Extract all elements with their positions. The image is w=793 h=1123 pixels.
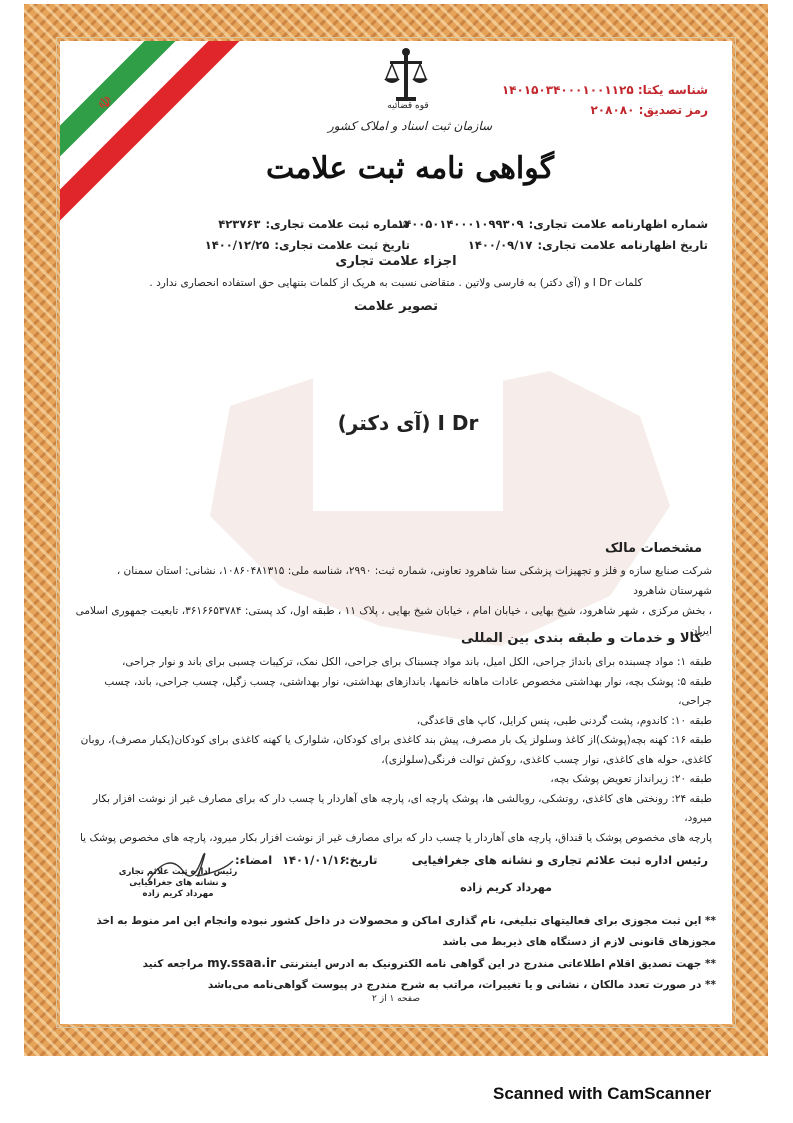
signature-stamp [118, 867, 238, 900]
sign-label: امضاء: [235, 853, 273, 867]
declaration-no-label: شماره اظهارنامه علامت تجاری: [528, 217, 708, 231]
reg-no-label: شماره ثبت علامت تجاری: [265, 217, 410, 231]
owner-line: شرکت صنایع سازه و فلز و تجهیزات پزشکی سنا شاهرود تعاونی، شماره ثبت: ۲۹۹۰، شناسه ملی: ۱۰۸۶۰۴۸۱۳۱۵، نشانی: استان سمنان ، شهرستان شاهرود [116, 565, 712, 597]
camscanner-watermark: Scanned with CamScanner [493, 1084, 712, 1103]
stamp-line: رئیس اداره ثبت علائم تجاری [118, 867, 238, 877]
stamp-line: مهرداد کریم زاده [142, 889, 214, 899]
trademark-image-text: I Dr (آی دکتر) [337, 411, 479, 435]
goods-line: طبقه ۲۰: زیرانداز تعویض پوشک بچه، [550, 773, 712, 785]
judiciary-emblem-icon [378, 47, 434, 107]
date-value: ۱۴۰۱/۰۱/۱۶ [282, 853, 347, 867]
goods-heading: کالا و خدمات و طبقه بندی بین المللی [461, 631, 702, 646]
declaration-date-row [378, 234, 708, 253]
owner-heading: مشخصات مالک [604, 541, 702, 556]
certificate-title: گواهی نامه ثبت علامت [265, 151, 555, 186]
unique-id-label: شناسه یکتا: [637, 83, 708, 97]
owner-line: ایران [689, 625, 712, 637]
verify-code-label: رمز تصدیق: [638, 103, 708, 117]
declaration-date-label: تاریخ اظهارنامه علامت تجاری: [537, 238, 708, 252]
flag-emblem-icon: ☫ [93, 90, 117, 115]
unique-id-value: ۱۴۰۱۵۰۳۴۰۰۰۱۰۰۱۱۲۵ [501, 83, 634, 97]
owner-details [74, 561, 712, 641]
reg-date-label: تاریخ ثبت علامت تجاری: [274, 238, 410, 252]
goods-line: پارچه های مخصوص پوشک یا قنداق، پارچه های آهاردار یا چسب دار که برای مصارف غیر از نوشت افزار بکار میرود، پارچه های مخصوص پوشک یا [79, 831, 712, 844]
verify-code-value: ۲۰۸۰۸۰ [590, 103, 635, 117]
stamp-line: و نشانه های جغرافیایی [129, 878, 227, 888]
certificate-paper [60, 41, 732, 1024]
reg-no-value: ۴۲۳۷۶۳ [218, 217, 261, 231]
declaration-no-value: ۱۴۰۰۵۰۱۴۰۰۰۱۰۹۹۳۰۹ [397, 217, 524, 231]
note-1: ** این ثبت مجوزی برای فعالیتهای تبلیغی، نام گذاری اماکن و محصولات در داخل کشور نبوده وانجام این امر منوط به اخذ مجوزهای قانونی لازم از دستگاه های ذیربط می باشد [96, 915, 716, 948]
reg-no-row [150, 213, 410, 232]
declaration-no-row [378, 213, 708, 232]
head-title: رئیس اداره ثبت علائم تجاری و نشانه های جغرافیایی [411, 853, 708, 867]
goods-line: طبقه ۱: مواد چسبنده برای بانداژ جراحی، الکل امیل، باند مواد چسبناک برای جراحی، الکل نمک، ترکیبات چسبی برای باند و نوار جراحی، [122, 656, 712, 668]
notes [72, 911, 716, 996]
goods-line: طبقه ۱۰: کاندوم، پشت گردنی طبی، پنس کرایل، کاپ های قاعدگی، [416, 714, 712, 727]
page-number: صفحه ۱ از ۲ [372, 994, 420, 1004]
signer-name: مهرداد کریم زاده [460, 881, 552, 894]
declaration-date-value: ۱۴۰۰/۰۹/۱۷ [467, 238, 533, 252]
goods-line: طبقه ۵: پوشک بچه، نوار بهداشتی مخصوص عادات ماهانه خانمها، باندازهای بهداشتی، نوار بهداشتی، چسب زگیل، چسب جراحی، باند، چسب جراحی، [104, 675, 712, 707]
note-2-suffix: مراجعه کنید [142, 958, 204, 970]
note-2-url[interactable]: my.ssaa.ir [207, 956, 277, 970]
certificate-border [24, 4, 768, 1056]
goods-line: طبقه ۲۴: رونختی های کاغذی، روتشکی، روبالشی ها، پوشک پارچه ای، پارچه های آهاردار یا چسب دار که برای مصارف غیر از نوشت افزار بکار میرود، [93, 792, 712, 824]
reg-date-row [150, 234, 410, 253]
organization-name: سازمان ثبت اسناد و املاک کشور [327, 119, 493, 133]
verify-code-row [468, 103, 708, 117]
note-2-prefix: ** جهت تصدیق اقلام اطلاعاتی مندرج در این گواهی نامه الکترونیک به ادرس اینترنتی [279, 958, 716, 970]
note-2 [72, 953, 716, 975]
components-text: کلمات I Dr و (آی دکتر) به فارسی ولاتین . متقاضی نسبت به هریک از کلمات بتنهایی حق استفاده انحصاری ندارد . [149, 277, 643, 289]
image-heading: تصویر علامت [354, 299, 438, 314]
goods-line: طبقه ۱۶: کهنه بچه(پوشک)از کاغذ وسلولز یک بار مصرف، پیش بند کاغذی برای کودکان، شلوارک یا کهنه کاغذی برای کودکان(یکبار مصرف)، روبان [80, 734, 712, 746]
components-heading: اجزاء علامت تجاری [335, 254, 457, 269]
note-3: ** در صورت تعدد مالکان ، نشانی و یا تغییرات، مراتب به شرح مندرج در پیوست گواهی‌نامه می‌باشد [207, 979, 716, 991]
goods-line: کاغذی، حوله های کاغذی، نوار چسب کاغذی، روکش توالت فرنگی(سلولزی)، [381, 753, 712, 766]
flag-ribbon [60, 41, 250, 231]
reg-date-value: ۱۴۰۰/۱۲/۲۵ [204, 238, 270, 252]
owner-line: ، بخش مرکزی ، شهر شاهرود، شیخ بهایی ، خیابان امام ، خیابان شیخ بهایی ، پلاک ۱۱ ، طبقه اول، کد پستی: ۳۶۱۶۶۵۳۷۸۴، تابعیت جمهوری اسلامی [75, 605, 712, 617]
judiciary-label: قوه قضائیه [387, 101, 429, 111]
goods-list [74, 653, 712, 848]
date-label: تاریخ: [345, 853, 378, 867]
unique-id-row [468, 83, 708, 97]
